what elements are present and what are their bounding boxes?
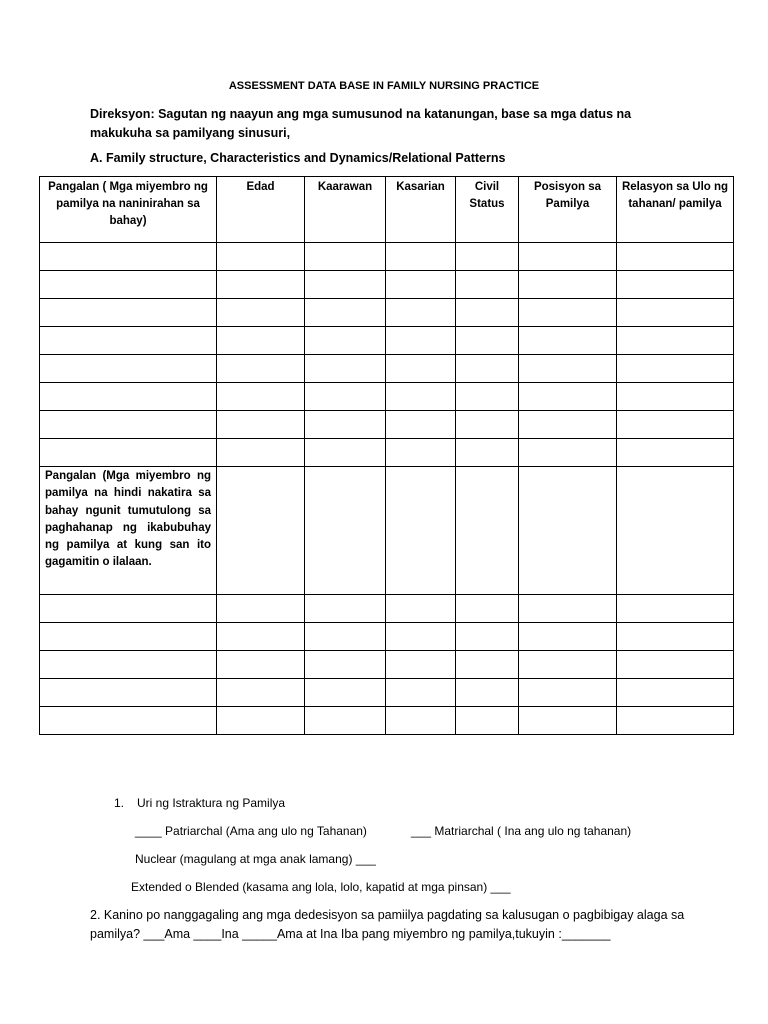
table-cell[interactable] <box>40 595 217 623</box>
table-cell[interactable] <box>617 327 734 355</box>
table-cell[interactable] <box>305 411 386 439</box>
table-cell[interactable] <box>617 243 734 271</box>
table-cell[interactable] <box>519 651 617 679</box>
table-cell[interactable] <box>456 707 519 735</box>
table-cell[interactable] <box>217 299 305 327</box>
table-cell[interactable] <box>617 271 734 299</box>
table-cell[interactable] <box>456 271 519 299</box>
table-header-row <box>40 177 734 243</box>
table-cell[interactable] <box>519 411 617 439</box>
table-row <box>40 411 734 439</box>
table-cell[interactable] <box>386 355 456 383</box>
table-row <box>40 383 734 411</box>
table-cell[interactable] <box>40 411 217 439</box>
table-cell[interactable] <box>617 595 734 623</box>
table-cell[interactable] <box>217 439 305 467</box>
table-cell[interactable] <box>456 467 519 595</box>
option-extended[interactable]: Extended o Blended (kasama ang lola, lolo, kapatid at mga pinsan) ___ <box>131 880 511 894</box>
table-row <box>40 327 734 355</box>
table-cell[interactable] <box>305 327 386 355</box>
table-cell[interactable] <box>305 623 386 651</box>
direction-text: Direksyon: Sagutan ng naayun ang mga sumusunod na katanungan, base sa mga datus na makukuha sa pamilyang sinusuri, <box>90 107 632 140</box>
table-cell[interactable] <box>305 651 386 679</box>
non-resident-label: Pangalan (Mga miyembro ng pamilya na hindi nakatira sa bahay ngunit tumutulong sa paghahanap ng ikabubuhay ng pamilya at kung san ito gagamitin o ilalaan. <box>45 470 211 569</box>
table-cell[interactable] <box>40 679 217 707</box>
table-cell[interactable] <box>217 271 305 299</box>
header-kaarawan: Kaarawan <box>305 177 386 243</box>
table-cell[interactable] <box>617 707 734 735</box>
table-cell[interactable] <box>217 383 305 411</box>
table-cell[interactable] <box>305 595 386 623</box>
table-cell[interactable] <box>519 383 617 411</box>
table-cell[interactable] <box>386 467 456 595</box>
table-cell[interactable] <box>519 327 617 355</box>
non-resident-label-cell <box>40 467 217 595</box>
table-cell[interactable] <box>617 467 734 595</box>
table-cell[interactable] <box>456 327 519 355</box>
table-cell[interactable] <box>519 299 617 327</box>
option-patriarchal[interactable]: ____ Patriarchal (Ama ang ulo ng Tahanan) <box>135 824 367 838</box>
document-title: ASSESSMENT DATA BASE IN FAMILY NURSING PRACTICE <box>228 80 540 92</box>
table-cell[interactable] <box>617 411 734 439</box>
table-cell[interactable] <box>305 707 386 735</box>
table-cell[interactable] <box>617 679 734 707</box>
table-cell[interactable] <box>217 327 305 355</box>
table-cell[interactable] <box>617 383 734 411</box>
table-cell[interactable] <box>386 299 456 327</box>
table-cell[interactable] <box>617 623 734 651</box>
table-cell[interactable] <box>40 651 217 679</box>
table-row <box>40 651 734 679</box>
table-cell[interactable] <box>386 651 456 679</box>
header-pangalan: Pangalan ( Mga miyembro ng pamilya na naninirahan sa bahay) <box>40 177 217 243</box>
header-posisyon: Posisyon sa Pamilya <box>519 177 617 243</box>
table-cell[interactable] <box>386 707 456 735</box>
table-row <box>40 595 734 623</box>
table-cell[interactable] <box>305 467 386 595</box>
table-cell[interactable] <box>305 383 386 411</box>
table-cell[interactable] <box>386 439 456 467</box>
table-cell[interactable] <box>217 707 305 735</box>
table-cell[interactable] <box>456 243 519 271</box>
table-cell[interactable] <box>40 623 217 651</box>
table-cell[interactable] <box>386 595 456 623</box>
table-cell[interactable] <box>386 383 456 411</box>
table-cell[interactable] <box>519 243 617 271</box>
table-cell[interactable] <box>217 679 305 707</box>
table-cell[interactable] <box>519 595 617 623</box>
table-cell[interactable] <box>305 271 386 299</box>
table-cell[interactable] <box>519 439 617 467</box>
table-cell[interactable] <box>519 467 617 595</box>
table-cell[interactable] <box>456 355 519 383</box>
table-cell[interactable] <box>519 707 617 735</box>
table-cell[interactable] <box>519 355 617 383</box>
question-1-number: 1. <box>114 796 125 810</box>
option-matriarchal[interactable]: ___ Matriarchal ( Ina ang ulo ng tahanan) <box>411 824 632 838</box>
table-cell[interactable] <box>456 623 519 651</box>
table-cell[interactable] <box>456 595 519 623</box>
table-cell[interactable] <box>519 623 617 651</box>
family-structure-table <box>39 176 734 735</box>
table-cell[interactable] <box>305 243 386 271</box>
table-row <box>40 243 734 271</box>
header-relasyon: Relasyon sa Ulo ng tahanan/ pamilya <box>617 177 734 243</box>
header-civil-status: Civil Status <box>456 177 519 243</box>
table-cell[interactable] <box>456 679 519 707</box>
table-cell[interactable] <box>40 355 217 383</box>
table-cell[interactable] <box>519 271 617 299</box>
table-cell[interactable] <box>456 299 519 327</box>
question-2-text: 2. Kanino po nanggagaling ang mga dedesisyon sa pamiilya pagdating sa kalusugan o pagbibigay alaga sa pamilya? ___Ama ____Ina _____Ama at Ina Iba pang miyembro ng pamilya,tukuyin :_______ <box>90 908 685 941</box>
table-cell[interactable] <box>305 439 386 467</box>
table-cell[interactable] <box>40 243 217 271</box>
section-a-heading: A. Family structure, Characteristics and Dynamics/Relational Patterns <box>90 151 506 165</box>
table-row <box>40 271 734 299</box>
table-cell[interactable] <box>386 623 456 651</box>
table-cell[interactable] <box>456 411 519 439</box>
table-cell[interactable] <box>456 383 519 411</box>
table-cell[interactable] <box>217 355 305 383</box>
table-row <box>40 439 734 467</box>
question-1-label: Uri ng Istraktura ng Pamilya <box>137 796 286 810</box>
table-cell[interactable] <box>617 651 734 679</box>
table-cell[interactable] <box>217 411 305 439</box>
table-cell[interactable] <box>217 623 305 651</box>
table-cell[interactable] <box>617 355 734 383</box>
table-cell[interactable] <box>456 651 519 679</box>
table-cell[interactable] <box>217 243 305 271</box>
header-kasarian: Kasarian <box>386 177 456 243</box>
table-row <box>40 679 734 707</box>
table-cell[interactable] <box>617 299 734 327</box>
table-cell[interactable] <box>40 707 217 735</box>
table-row <box>40 707 734 735</box>
table-cell[interactable] <box>217 651 305 679</box>
table-row <box>40 355 734 383</box>
table-cell[interactable] <box>217 467 305 595</box>
non-resident-header-row <box>40 467 734 595</box>
header-edad: Edad <box>217 177 305 243</box>
table-cell[interactable] <box>40 327 217 355</box>
table-cell[interactable] <box>40 383 217 411</box>
table-cell[interactable] <box>456 439 519 467</box>
table-cell[interactable] <box>305 679 386 707</box>
table-cell[interactable] <box>386 243 456 271</box>
table-cell[interactable] <box>305 299 386 327</box>
table-cell[interactable] <box>386 327 456 355</box>
option-nuclear[interactable]: Nuclear (magulang at mga anak lamang) ___ <box>135 852 376 866</box>
table-cell[interactable] <box>617 439 734 467</box>
table-cell[interactable] <box>386 411 456 439</box>
table-cell[interactable] <box>217 595 305 623</box>
table-cell[interactable] <box>386 271 456 299</box>
table-cell[interactable] <box>40 271 217 299</box>
table-cell[interactable] <box>40 439 217 467</box>
table-row <box>40 299 734 327</box>
table-cell[interactable] <box>305 355 386 383</box>
table-cell[interactable] <box>519 679 617 707</box>
table-cell[interactable] <box>386 679 456 707</box>
table-cell[interactable] <box>40 299 217 327</box>
table-row <box>40 623 734 651</box>
